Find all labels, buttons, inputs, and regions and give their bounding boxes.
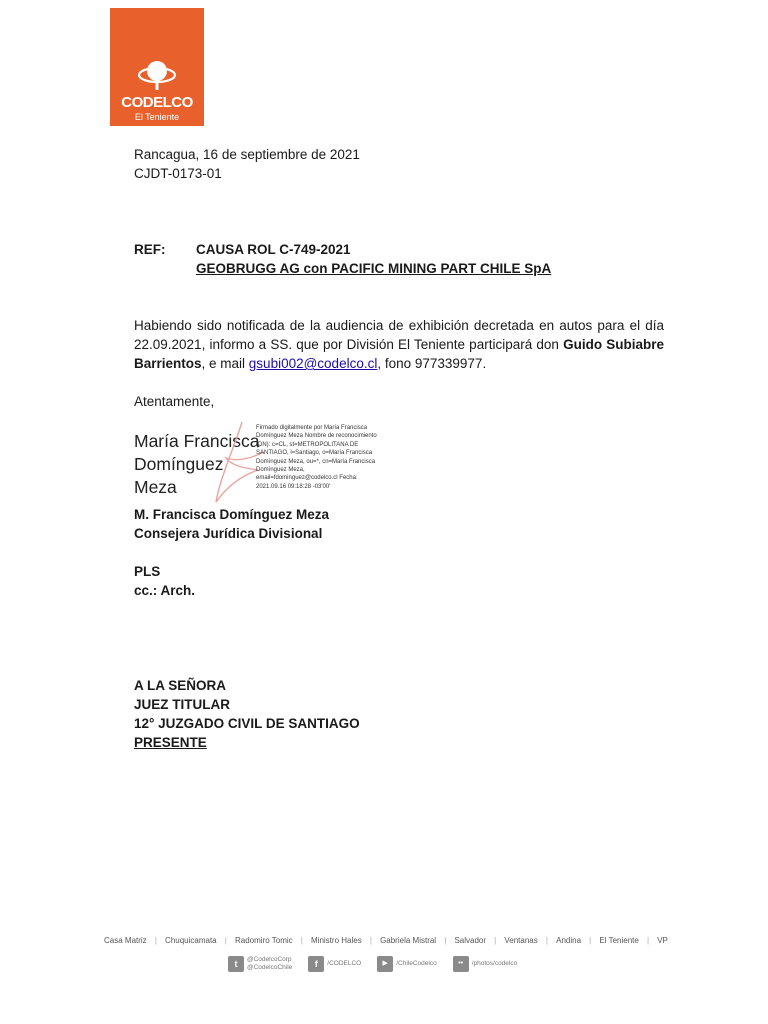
separator: | [589,936,592,945]
facebook-handle: /CODELCO [327,960,362,967]
footer-link: Radomiro Tomic [235,936,293,945]
separator: | [494,936,497,945]
signature-name-line-3: Meza [134,477,177,497]
footer-link: Salvador [454,936,487,945]
social-handle [247,956,292,972]
footer-link: Ministro Hales [311,936,362,945]
codelco-emblem-icon [136,58,178,94]
footer-link: El Teniente [599,936,639,945]
document-code: CJDT-0173-01 [134,166,222,181]
separator: | [646,936,650,945]
footer-link: VP [657,936,668,945]
initials: PLS [134,564,161,579]
flickr-handle: /photos/codelco [471,960,518,967]
footer-link: Gabriela Mistral [380,936,437,945]
ref-label: REF: [134,242,166,257]
recipient-line-2: JUEZ TITULAR [134,697,230,712]
social-flickr [453,956,518,972]
ref-case-parties: GEOBRUGG AG con PACIFIC MINING PART CHILE SpA [196,261,552,276]
signature-details: Firmado digitalmente por María Francisca Domínguez Meza Nombre de reconocimiento (DN): c=CL, st=METROPOLITANA DE SANTIAGO, l=Santiago, o=María Francisca Domínguez Meza, ou=*, cn=María Francisca Domínguez Meza, email=fdominguez@codelco.cl Fecha: 2021.09.16 09:18:28 -03'00' [256,425,377,490]
recipient-line-3: 12° JUZGADO CIVIL DE SANTIAGO [134,716,360,731]
social-links [228,956,517,972]
codelco-logo [110,8,204,126]
signer-name: M. Francisca Domínguez Meza [134,507,330,522]
recipient-line-1: A LA SEÑORA [134,678,227,693]
social-twitter [228,956,292,972]
twitter-icon: t [228,956,244,972]
footer-link: Ventanas [504,936,538,945]
footer-link: Chuquicamata [165,936,217,945]
signature-name-line-1: María Francisca [134,431,260,451]
separator: | [545,936,548,945]
separator: | [300,936,303,945]
social-facebook [308,956,361,972]
twitter-handle-2: @CodelcoChile [247,964,293,971]
social-youtube [377,956,436,972]
ref-case-number: CAUSA ROL C-749-2021 [196,242,351,257]
recipient-line-4: PRESENTE [134,735,207,750]
participant-name: Guido Subiabre Barrientos [134,337,664,371]
twitter-handle-1: @CodelcoCorp [247,956,292,963]
closing: Atentamente, [134,394,215,409]
body-text-3: , fono 977339977. [377,356,487,371]
signature-name-line-2: Domínguez [134,454,224,474]
body-text-2: , e mail [201,356,249,371]
flickr-icon: •• [453,956,469,972]
youtube-handle: /ChileCodelco [396,960,437,967]
logo-division: El Teniente [134,112,180,122]
facebook-icon: f [308,956,324,972]
cc-line: cc.: Arch. [134,583,196,598]
footer-link: Andina [556,936,582,945]
separator: | [369,936,372,945]
logo-brand: CODELCO [121,94,193,111]
separator: | [224,936,227,945]
separator: | [154,936,157,945]
body-paragraph [134,316,664,373]
email-link[interactable]: gsubi002@codelco.cl [248,356,378,371]
separator: | [444,936,447,945]
signer-title: Consejera Jurídica Divisional [134,526,323,541]
footer-link: Casa Matriz [104,936,147,945]
youtube-icon: ▶ [377,956,393,972]
place-date: Rancagua, 16 de septiembre de 2021 [134,147,360,162]
body-text-1: Habiendo sido notificada de la audiencia de exhibición decretada en autos para el día 22.09.2021, informo a SS. que por División El Teniente participará don [134,318,664,352]
footer-links [104,936,668,945]
